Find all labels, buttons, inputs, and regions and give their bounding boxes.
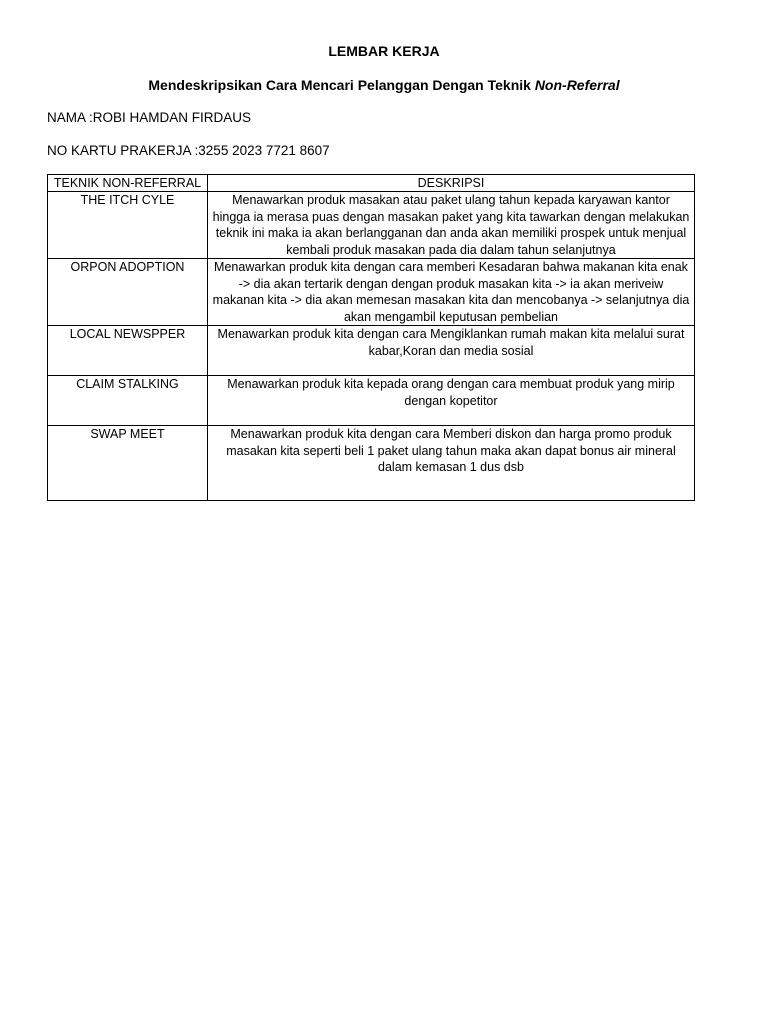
table-row (48, 259, 695, 326)
technique-cell: ORPON ADOPTION (48, 259, 208, 326)
subtitle-italic-text: Non-Referral (534, 77, 620, 93)
name-line: NAMA :ROBI HAMDAN FIRDAUS (47, 110, 252, 125)
header-description: DESKRIPSI (208, 175, 695, 192)
description-cell: Menawarkan produk masakan atau paket ulang tahun kepada karyawan kantor hingga ia merasa puas dengan masakan paket yang kita tawarkan dengan melakukan teknik ini maka ia akan berlangganan dan anda akan memiliki prospek untuk menjual kembali produk masakan pada dia dalam tahun selanjutnya (208, 192, 695, 259)
table-row (48, 326, 695, 376)
technique-cell: CLAIM STALKING (48, 376, 208, 426)
card-number-line: NO KARTU PRAKERJA :3255 2023 7721 8607 (47, 143, 330, 158)
document-title: LEMBAR KERJA (328, 43, 440, 59)
technique-cell: THE ITCH CYLE (48, 192, 208, 259)
subtitle-main-text: Mendeskripsikan Cara Mencari Pelanggan Dengan Teknik (148, 77, 535, 93)
description-cell: Menawarkan produk kita dengan cara Memberi diskon dan harga promo produk masakan kita seperti beli 1 paket ulang tahun maka akan dapat bonus air mineral dalam kemasan 1 dus dsb (208, 426, 695, 501)
technique-cell: LOCAL NEWSPPER (48, 326, 208, 376)
worksheet-table (47, 174, 695, 501)
technique-cell: SWAP MEET (48, 426, 208, 501)
table-row (48, 376, 695, 426)
header-technique: TEKNIK NON-REFERRAL (48, 175, 208, 192)
table-header-row (48, 175, 695, 192)
document-subtitle (0, 77, 768, 93)
description-cell: Menawarkan produk kita dengan cara Mengiklankan rumah makan kita melalui surat kabar,Koran dan media sosial (208, 326, 695, 376)
table-row (48, 192, 695, 259)
description-cell: Menawarkan produk kita kepada orang dengan cara membuat produk yang mirip dengan kopetitor (208, 376, 695, 426)
description-cell: Menawarkan produk kita dengan cara memberi Kesadaran bahwa makanan kita enak -> dia akan tertarik dengan dengan produk masakan kita -> ia akan meriveiw makanan kita -> dia akan memesan masakan kita dan mencobanya -> selanjutnya dia akan mengambil keputusan pembelian (208, 259, 695, 326)
table-row (48, 426, 695, 501)
